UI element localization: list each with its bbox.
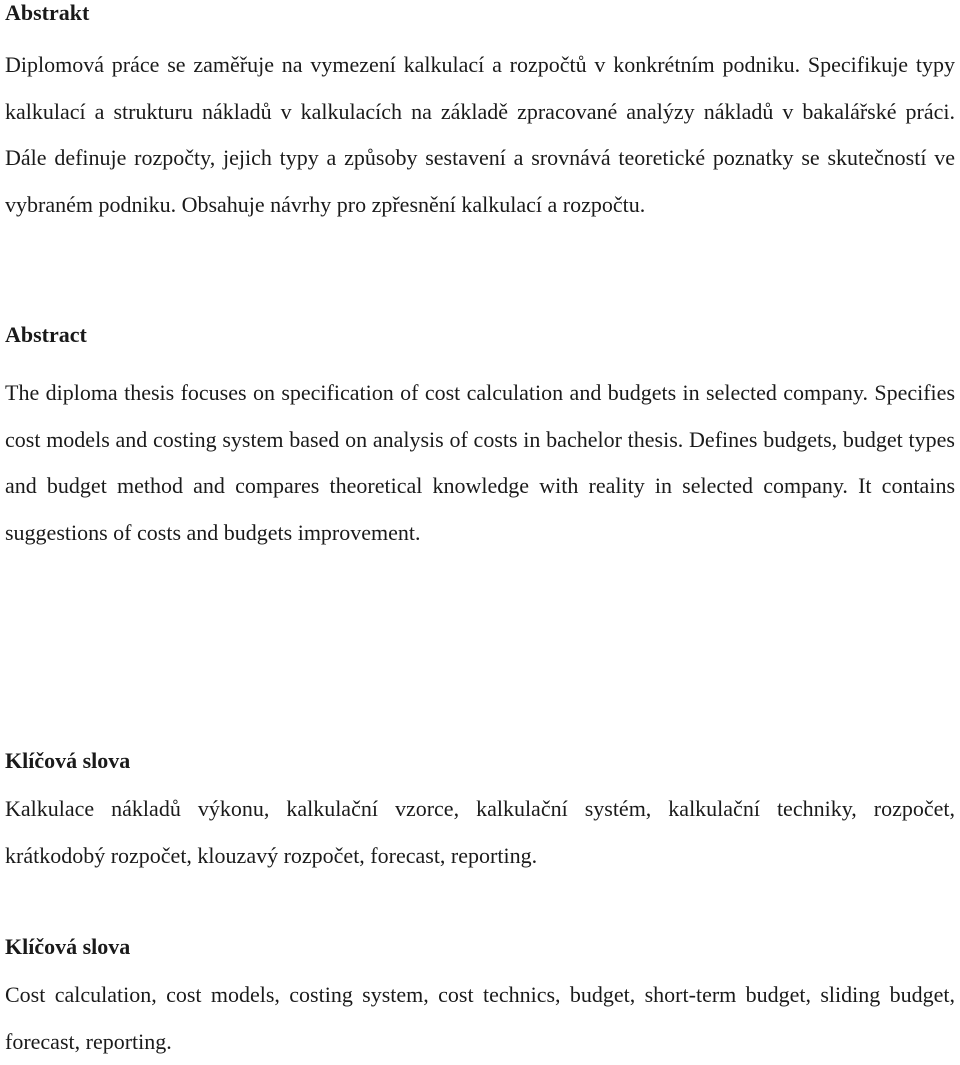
- keywords-cz-heading: Klíčová slova: [5, 748, 131, 773]
- keywords-en-heading: Klíčová slova: [5, 934, 131, 959]
- keywords-cz-text: Kalkulace nákladů výkonu, kalkulační vzorce, kalkulační systém, kalkulační techniky, rozpočet, krátkodobý rozpočet, klouzavý rozpočet, forecast, reporting.: [5, 796, 955, 868]
- abstract-cz-text: Diplomová práce se zaměřuje na vymezení kalkulací a rozpočtů v konkrétním podniku. Specifikuje typy kalkulací a strukturu nákladů v kalkulacích na základě zpracované analýzy nákladů v bakalářské práci. Dále definuje rozpočty, jejich typy a způsoby sestavení a srovnává teoretické poznatky se skutečností ve vybraném podniku. Obsahuje návrhy pro zpřesnění kalkulací a rozpočtu.: [5, 52, 955, 217]
- abstract-en-section: [5, 323, 955, 556]
- abstract-en-text: The diploma thesis focuses on specification of cost calculation and budgets in selected company. Specifies cost models and costing system based on analysis of costs in bachelor thesis. Defines budgets, budget types and budget method and compares theoretical knowledge with reality in selected company. It contains suggestions of costs and budgets improvement.: [5, 380, 955, 545]
- abstract-cz-heading: Abstrakt: [5, 0, 90, 25]
- keywords-en-text: Cost calculation, cost models, costing system, cost technics, budget, short-term budget, sliding budget, forecast, reporting.: [5, 982, 955, 1054]
- keywords-cz-section: [5, 749, 955, 879]
- abstract-cz-section: [5, 0, 955, 228]
- keywords-en-section: [5, 935, 955, 1065]
- abstract-en-heading: Abstract: [5, 322, 87, 347]
